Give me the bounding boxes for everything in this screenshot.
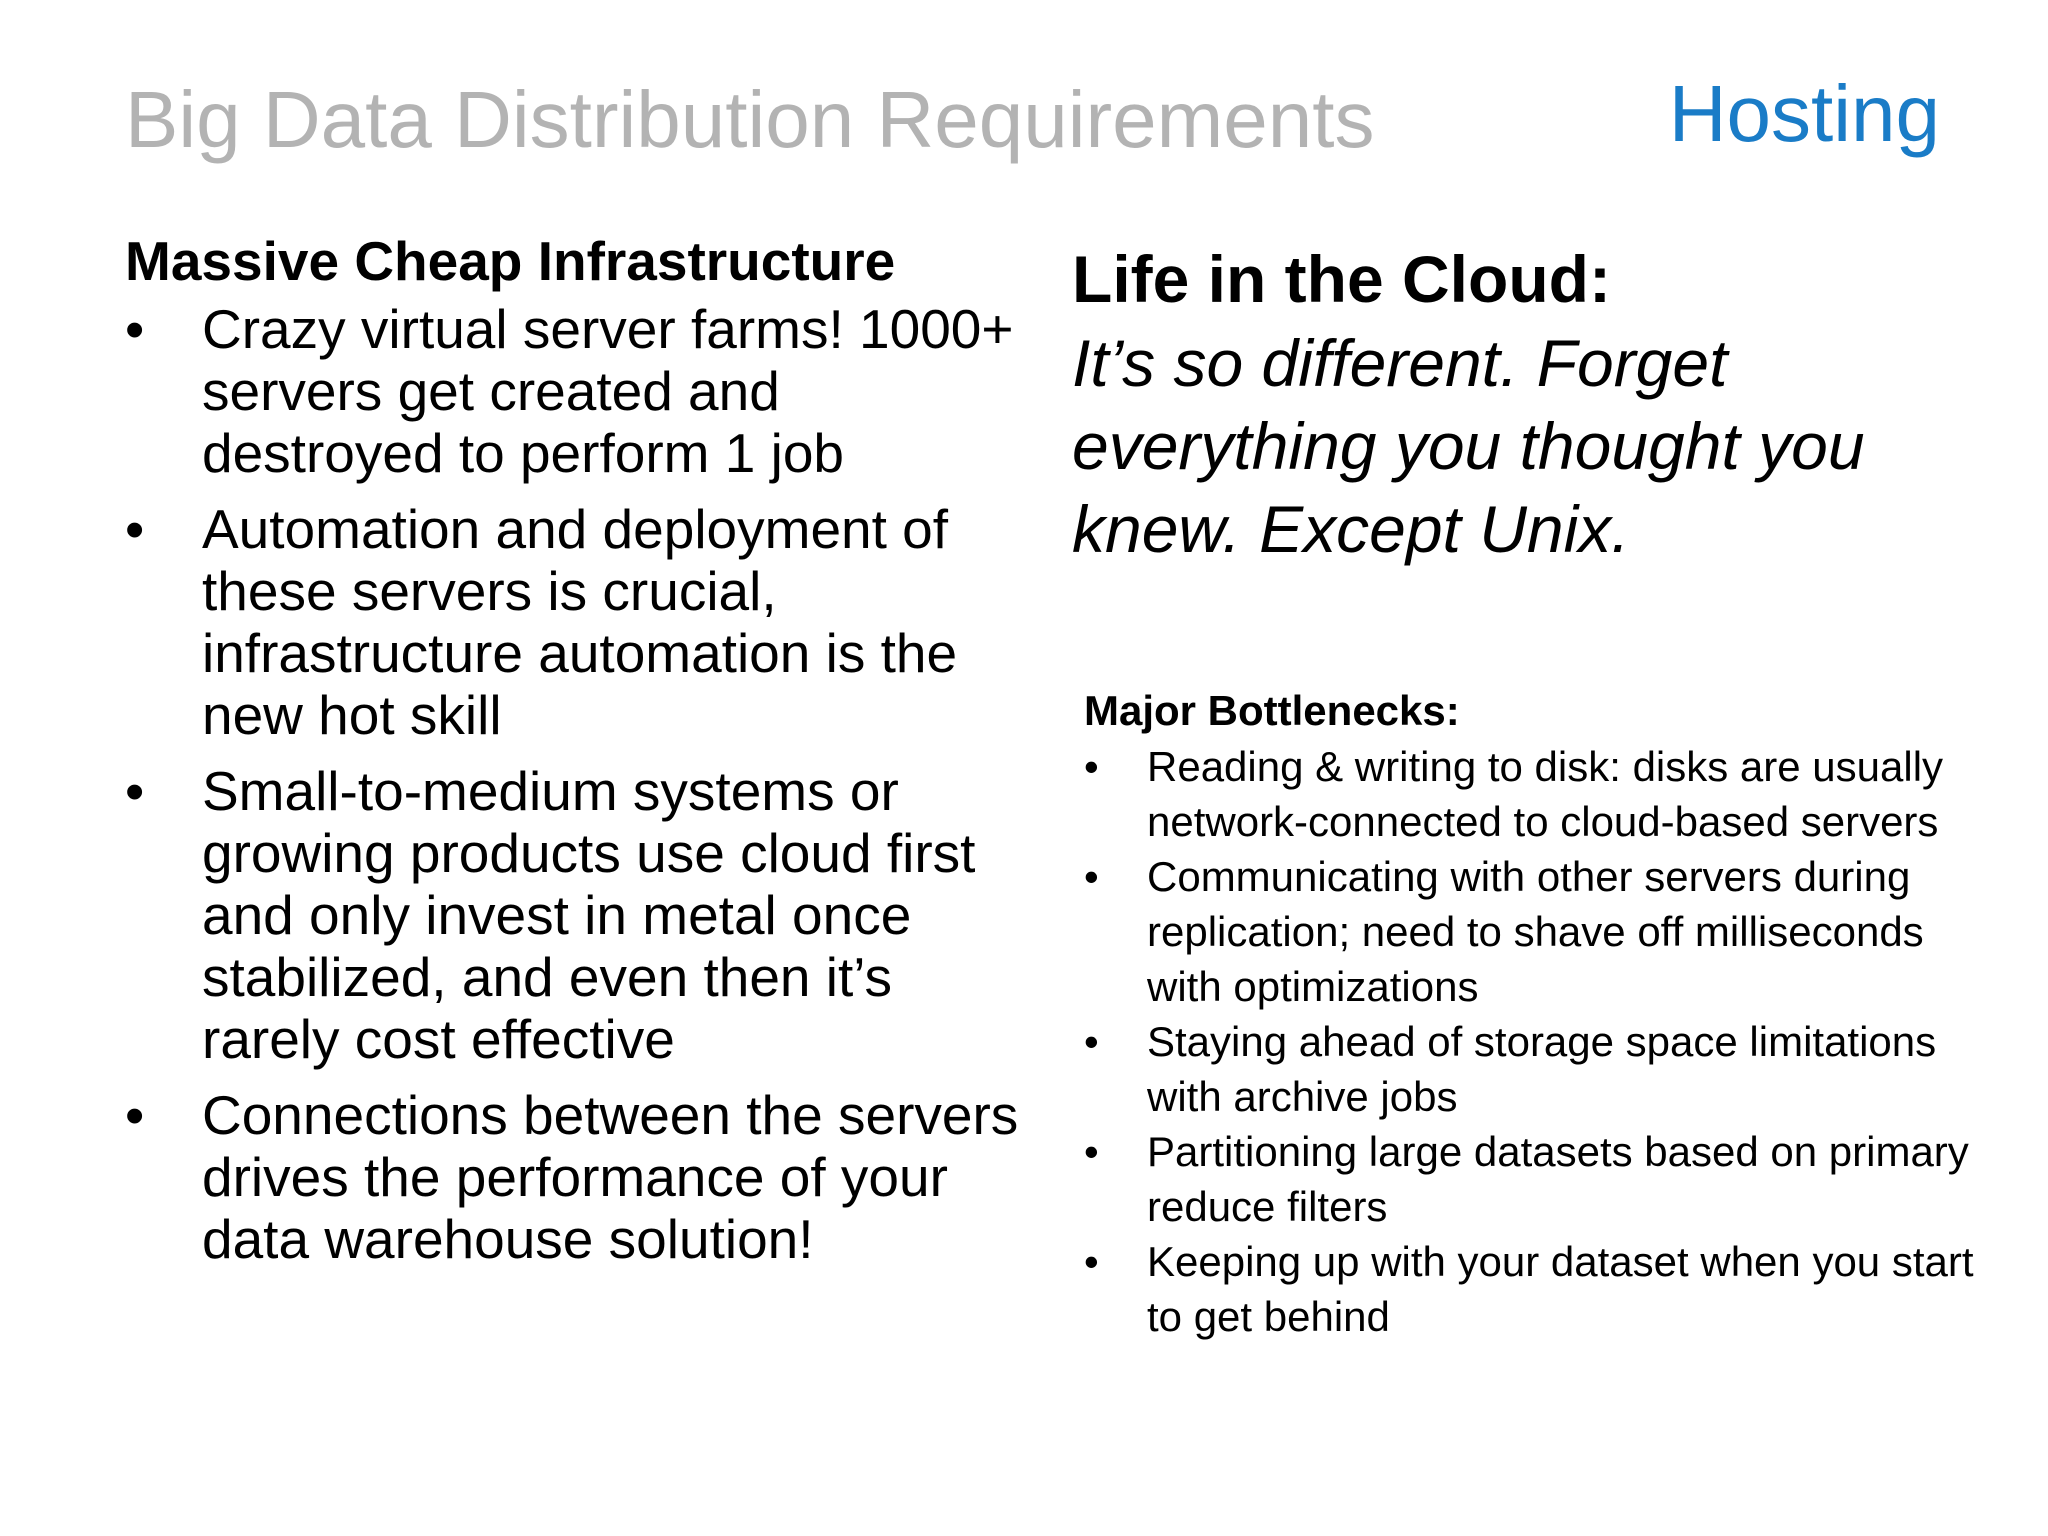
bullet-text: Partitioning large datasets based on primary reduce filters: [1147, 1128, 1969, 1230]
slide-title: Big Data Distribution Requirements: [125, 75, 1375, 164]
bullet-icon: •: [1084, 1018, 1099, 1065]
infrastructure-bullet: [125, 1084, 1025, 1270]
bottleneck-bullet: [1084, 1014, 1984, 1124]
bottlenecks-section: [1084, 685, 1984, 1344]
bullet-text: Reading & writing to disk: disks are usually network-connected to cloud-based servers: [1147, 743, 1944, 845]
bottleneck-bullet: [1084, 849, 1984, 1014]
bullet-text: Communicating with other servers during replication; need to shave off milliseconds with optimizations: [1147, 853, 1924, 1010]
bullet-text: Connections between the servers drives the performance of your data warehouse solution!: [202, 1084, 1019, 1270]
infrastructure-bullet: [125, 498, 1025, 746]
bottleneck-bullet: [1084, 739, 1984, 849]
cloud-section: [1072, 236, 1972, 571]
bullet-icon: •: [125, 1084, 145, 1146]
bullet-icon: •: [1084, 1128, 1099, 1175]
cloud-heading: Life in the Cloud:: [1072, 242, 1611, 316]
bullet-text: Keeping up with your dataset when you start to get behind: [1147, 1238, 1974, 1340]
bullet-text: Crazy virtual server farms! 1000+ servers get created and destroyed to perform 1 job: [202, 298, 1014, 484]
bullet-icon: •: [1084, 743, 1099, 790]
bottleneck-bullet: [1084, 1234, 1984, 1344]
bullet-icon: •: [125, 298, 145, 360]
infrastructure-heading: Massive Cheap Infrastructure: [125, 230, 896, 292]
infrastructure-section: [125, 228, 1025, 1284]
bullet-icon: •: [1084, 853, 1099, 900]
infrastructure-bullet: [125, 760, 1025, 1070]
section-label: Hosting: [1668, 69, 1940, 158]
bullet-text: Staying ahead of storage space limitations with archive jobs: [1147, 1018, 1937, 1120]
bottlenecks-heading: Major Bottlenecks:: [1084, 687, 1460, 734]
bullet-icon: •: [125, 760, 145, 822]
bottlenecks-bullet-list: [1084, 739, 1984, 1344]
bottleneck-bullet: [1084, 1124, 1984, 1234]
infrastructure-bullet: [125, 298, 1025, 484]
cloud-quote: It’s so different. Forget everything you thought you knew. Except Unix.: [1072, 326, 1865, 566]
bullet-text: Small-to-medium systems or growing products use cloud first and only invest in metal once stabilized, and even then it’s rarely cost effective: [202, 760, 976, 1070]
infrastructure-bullet-list: [125, 298, 1025, 1270]
bullet-text: Automation and deployment of these servers is crucial, infrastructure automation is the new hot skill: [202, 498, 958, 746]
bullet-icon: •: [125, 498, 145, 560]
bullet-icon: •: [1084, 1238, 1099, 1285]
